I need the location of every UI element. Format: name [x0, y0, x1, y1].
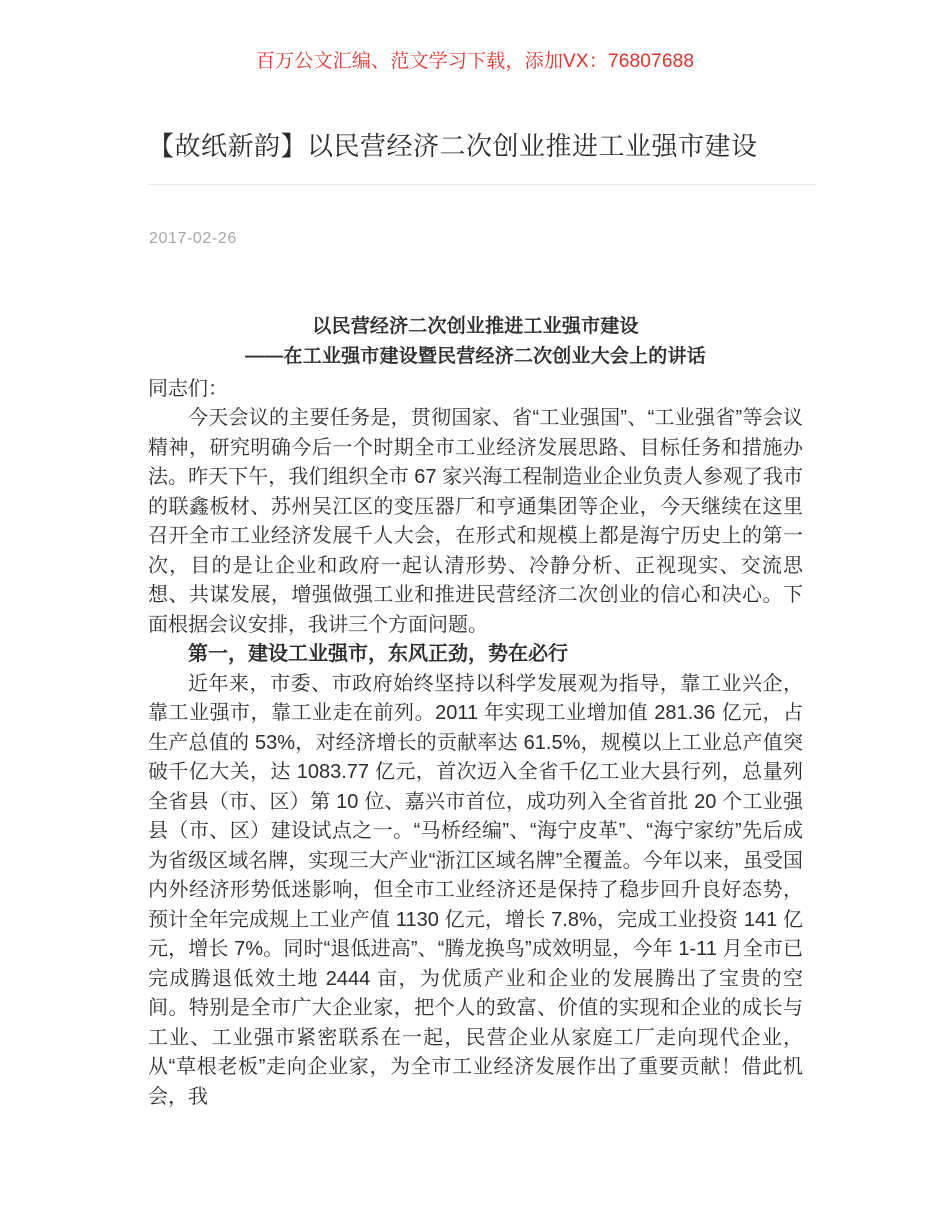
document-heading-main: 以民营经济二次创业推进工业强市建设 [312, 316, 639, 337]
promo-banner-text: 百万公文汇编、范文学习下载，添加VX：76807688 [255, 51, 695, 72]
page-title: 【故纸新韵】以民营经济二次创业推进工业强市建设 [148, 131, 758, 161]
document-paragraph-2: 近年来，市委、市政府始终坚持以科学发展观为指导，靠工业兴企，靠工业强市，靠工业走在前列。2011 年实现工业增加值 281.36 亿元，占生产总值的 53%，对经济增长的贡献率达 61.5%，规模以上工业总产值突破千亿大关，达 1083.77 亿元，首次迈入全省千亿工业大县行列，总量列全省县（市、区）第 10 位、嘉兴市首位，成功列入全省首批 20 个工业强县（市、区）建设试点之一。“马桥经编”、“海宁皮革”、“海宁家纺”先后成为省级区域名牌，实现三大产业“浙江区域名牌”全覆盖。今年以来，虽受国内外经济形势低迷影响，但全市工业经济还是保持了稳步回升良好态势，预计全年完成规上工业产值 1130 亿元，增长 7.8%，完成工业投资 141 亿元，增长 7%。同时“退低进高”、“腾龙换鸟”成效明显，今年 1-11 月全市已完成腾退低效土地 2444 亩，为优质产业和企业的发展腾出了宝贵的空间。特别是全市广大企业家，把个人的致富、价值的实现和企业的成长与工业、工业强市紧密联系在一起，民营企业从家庭工厂走向现代企业，从“草根老板”走向企业家，为全市工业经济发展作出了重要贡献！借此机会，我 [148, 672, 803, 1108]
article-date: 2017-02-26 [149, 230, 237, 247]
document-salutation: 同志们： [148, 378, 228, 400]
document-subheading-1: 第一，建设工业强市，东风正劲，势在必行 [188, 643, 568, 665]
article-header [148, 126, 816, 185]
document-heading-subtitle: ——在工业强市建设暨民营经济二次创业大会上的讲话 [245, 346, 706, 367]
header-divider [148, 184, 816, 185]
document-paragraph-1: 今天会议的主要任务是，贯彻国家、省“工业强国”、“工业强省”等会议精神，研究明确今后一个时期全市工业经济发展思路、目标任务和措施办法。昨天下午，我们组织全市 67 家兴海工程制造业企业负责人参观了我市的联鑫板材、苏州吴江区的变压器厂和亨通集团等企业，今天继续在这里召开全市工业经济发展千人大会，在形式和规模上都是海宁历史上的第一次，目的是让企业和政府一起认清形势、冷静分析、正视现实、交流思想、共谋发展，增强做强工业和推进民营经济二次创业的信心和决心。下面根据会议安排，我讲三个方面问题。 [148, 407, 803, 636]
document-body [148, 312, 803, 1112]
